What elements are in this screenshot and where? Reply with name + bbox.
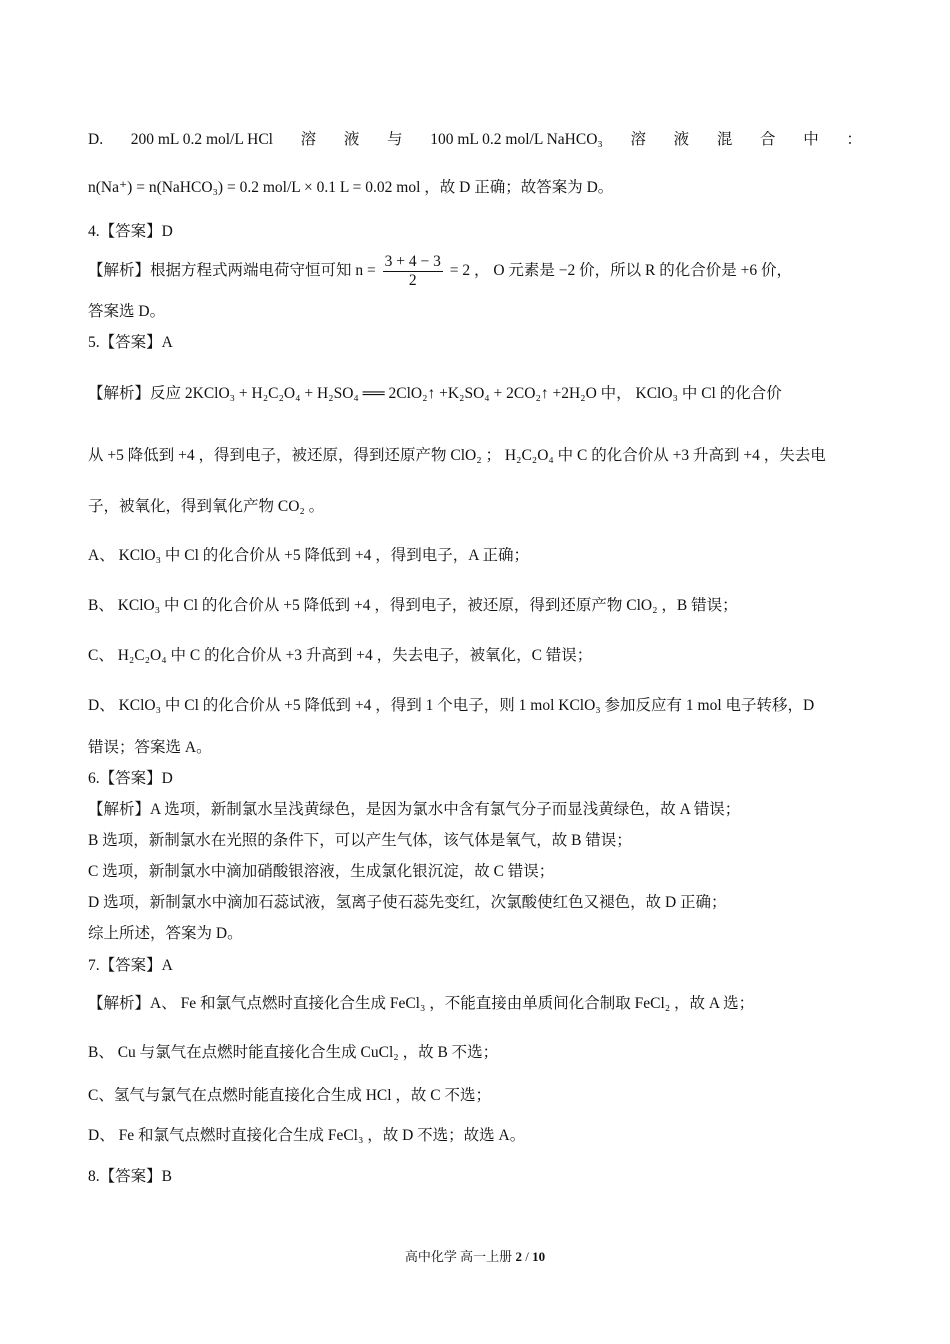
line-option-d-cont: 错误；答案选 A。: [88, 739, 212, 756]
page-total: 10: [532, 1249, 546, 1264]
line-option-b: B、 KClO₃ 中 Cl 的化合价从 +5 降低到 +4 ，得到电子，被还原，得到还原产物 ClO₂ ，B 错误；: [88, 597, 738, 614]
text-segment: D.: [88, 131, 104, 148]
text-segment: ：: [846, 131, 862, 148]
text-segment: 液: [343, 131, 360, 148]
line-option-a: A、 KClO₃ 中 Cl 的化合价从 +5 降低到 +4 ，得到电子，A 正确；: [88, 547, 529, 564]
text-segment: 混: [716, 131, 733, 148]
line-analysis-7-c: C、氢气与氯气在点燃时能直接化合生成 HCl ，故 C 不选；: [88, 1087, 492, 1104]
line-analysis-6-d: D 选项，新制氯水中滴加石蕊试液，氢离子使石蕊先变红，次氯酸使红色又褪色，故 D 正确；: [88, 894, 727, 911]
fraction: [383, 253, 443, 290]
text-segment: 100 mL 0.2 mol/L NaHCO₃: [430, 131, 603, 148]
text-segment: 中: [803, 131, 819, 148]
fraction-denominator: 2: [408, 271, 417, 289]
text-segment: 与: [387, 131, 403, 148]
line-d-option-intro: [88, 130, 862, 150]
page-number: 2: [515, 1249, 522, 1264]
text-segment: 液: [673, 131, 690, 148]
line-analysis-6-summary: 综上所述，答案为 D。: [88, 925, 243, 942]
page-separator: /: [521, 1249, 533, 1264]
answer-6-heading: 6.【答案】D: [88, 770, 173, 787]
line-reaction-equation: 【解析】反应 2KClO₃ + H₂C₂O₄ + H₂SO₄ ══ 2ClO₂↑ +K₂SO₄ + 2CO₂↑ +2H₂O 中， KClO₃ 中 Cl 的化合价: [88, 385, 782, 402]
answer-7-heading: 7.【答案】A: [88, 957, 173, 974]
text-segment: 【解析】根据方程式两端电荷守恒可知 n =: [88, 262, 376, 279]
footer-title: 高中化学 高一上册: [404, 1249, 516, 1264]
answer-4-heading: 4.【答案】D: [88, 223, 173, 240]
text-segment: 200 mL 0.2 mol/L HCl: [130, 131, 273, 148]
line-analysis-7-a: 【解析】A、 Fe 和氯气点燃时直接化合生成 FeCl₃ ，不能直接由单质间化合制取 FeCl₂ ，故 A 选；: [88, 995, 755, 1012]
text-segment: 溶: [630, 131, 646, 148]
line-analysis-7-d: D、 Fe 和氯气点燃时直接化合生成 FeCl₃ ，故 D 不选；故选 A。: [88, 1127, 526, 1144]
line-analysis-6-b: B 选项，新制氯水在光照的条件下，可以产生气体，该气体是氧气，故 B 错误；: [88, 832, 632, 849]
line-analysis-6-c: C 选项，新制氯水中滴加硝酸银溶液，生成氯化银沉淀，故 C 错误；: [88, 863, 555, 880]
line-analysis-7-b: B、 Cu 与氯气在点燃时能直接化合生成 CuCl₂ ，故 B 不选；: [88, 1044, 499, 1061]
text-segment: = 2 ， O 元素是 −2 价，所以 R 的化合价是 +6 价，: [449, 262, 792, 279]
text-segment: 合: [760, 131, 776, 148]
fraction-numerator: 3 + 4 − 3: [384, 252, 441, 270]
line-option-d: D、 KClO₃ 中 Cl 的化合价从 +5 降低到 +4 ，得到 1 个电子，则 1 mol KClO₃ 参加反应有 1 mol 电子转移，D: [88, 697, 815, 714]
answer-5-heading: 5.【答案】A: [88, 334, 173, 351]
page-footer: [0, 1246, 950, 1265]
line-analysis-4: [88, 252, 792, 290]
line-analysis-6-a: 【解析】A 选项，新制氯水呈浅黄绿色，是因为氯水中含有氯气分子而显浅黄绿色，故 A 错误；: [88, 801, 741, 818]
line-answer-choose-d: 答案选 D。: [88, 303, 166, 320]
answer-8-heading: 8.【答案】B: [88, 1168, 172, 1185]
line-sodium-equation: n(Na⁺) = n(NaHCO₃) = 0.2 mol/L × 0.1 L = 0.02 mol ，故 D 正确；故答案为 D。: [88, 179, 614, 196]
line-analysis-5-cont1: 从 +5 降低到 +4 ，得到电子，被还原，得到还原产物 ClO₂ ； H₂C₂O₄ 中 C 的化合价从 +3 升高到 +4 ，失去电: [88, 447, 826, 464]
line-option-c: C、 H₂C₂O₄ 中 C 的化合价从 +3 升高到 +4 ，失去电子，被氧化，C 错误；: [88, 647, 593, 664]
text-segment: 溶: [300, 131, 317, 148]
line-analysis-5-cont2: 子，被氧化，得到氧化产物 CO₂ 。: [88, 498, 325, 515]
